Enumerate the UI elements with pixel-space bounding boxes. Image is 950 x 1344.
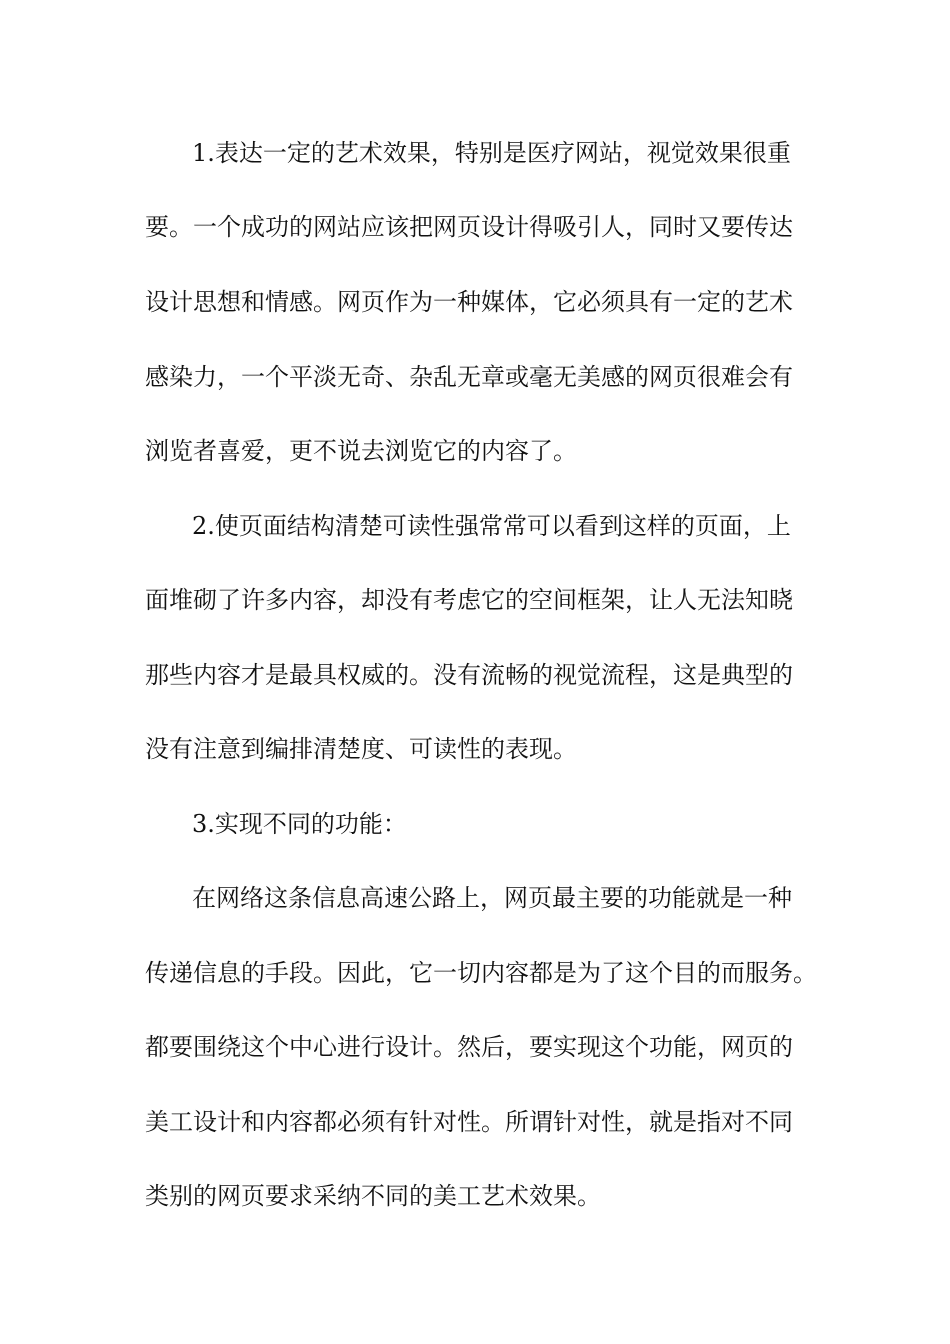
paragraph-1-line-4: 感染力，一个平淡无奇、杂乱无章或毫无美感的网页很难会有 — [145, 363, 793, 391]
heading-3: 3.实现不同的功能： — [192, 810, 407, 838]
paragraph-1-line-3: 设计思想和情感。网页作为一种媒体，它必须具有一定的艺术 — [145, 288, 793, 316]
paragraph-1-line-5: 浏览者喜爱，更不说去浏览它的内容了。 — [145, 437, 577, 465]
paragraph-3-line-2: 传递信息的手段。因此，它一切内容都是为了这个目的而服务。 — [145, 959, 817, 987]
paragraph-2-line-4: 没有注意到编排清楚度、可读性的表现。 — [145, 735, 577, 763]
paragraph-2-line-3: 那些内容才是最具权威的。没有流畅的视觉流程，这是典型的 — [145, 661, 793, 689]
paragraph-1-line-1: 1.表达一定的艺术效果，特别是医疗网站，视觉效果很重 — [192, 139, 791, 167]
paragraph-3-line-3: 都要围绕这个中心进行设计。然后，要实现这个功能，网页的 — [145, 1033, 793, 1061]
paragraph-1-line-2: 要。一个成功的网站应该把网页设计得吸引人，同时又要传达 — [145, 213, 793, 241]
paragraph-3-line-4: 美工设计和内容都必须有针对性。所谓针对性，就是指对不同 — [145, 1108, 793, 1136]
paragraph-2-line-1: 2.使页面结构清楚可读性强常常可以看到这样的页面，上 — [192, 512, 791, 540]
paragraph-3-line-1: 在网络这条信息高速公路上，网页最主要的功能就是一种 — [192, 884, 792, 912]
paragraph-2-line-2: 面堆砌了许多内容，却没有考虑它的空间框架，让人无法知晓 — [145, 586, 793, 614]
paragraph-3-line-5: 类别的网页要求采纳不同的美工艺术效果。 — [145, 1182, 601, 1210]
